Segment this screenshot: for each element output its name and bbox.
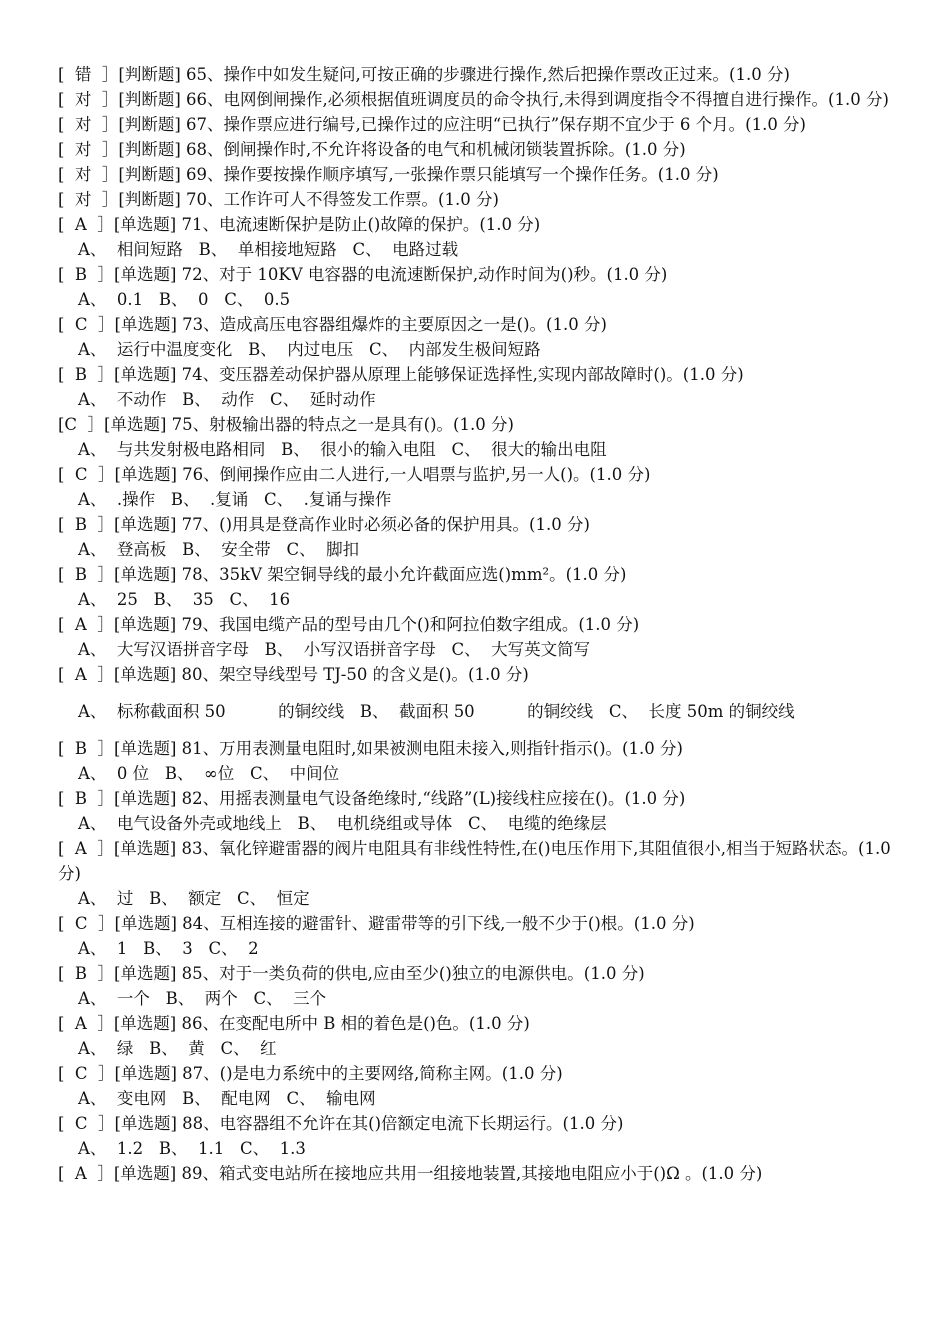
question-item [58,662,898,724]
question-item [58,961,898,1011]
question-item [58,911,898,961]
question-item [58,262,898,312]
question-text: [ C ］[单选题] 84、互相连接的避雷针、避雷带等的引下线,一般不少于()根。(1.0 分) [58,914,695,933]
answer-options: A、 标称截面积 50 的铜绞线 B、 截面积 50 的铜绞线 C、 长度 50m 的铜绞线 [78,702,795,721]
answer-options: A、 相间短路 B、 单相接地短路 C、 电路过载 [78,240,459,259]
question-item [58,462,898,512]
question-text: [ 对 ］[判断题] 69、操作要按操作顺序填写,一张操作票只能填写一个操作任务。(1.0 分) [58,165,719,184]
question-text: [ B ］[单选题] 74、变压器差动保护器从原理上能够保证选择性,实现内部故障时()。(1.0 分) [58,365,744,384]
answer-options: A、 0.1 B、 0 C、 0.5 [78,290,291,309]
answer-options: A、 与共发射极电路相同 B、 很小的输入电阻 C、 很大的输出电阻 [78,440,607,459]
question-text: [C ］[单选题] 75、射极输出器的特点之一是具有()。(1.0 分) [58,415,514,434]
exam-document [58,62,898,1186]
answer-options: A、 运行中温度变化 B、 内过电压 C、 内部发生极间短路 [78,340,541,359]
question-item [58,412,898,462]
question-text: [ A ］[单选题] 83、氧化锌避雷器的阀片电阻具有非线性特性,在()电压作用下,其阻值很小,相当于短路状态。(1.0 分) [58,839,896,883]
question-text: [ A ］[单选题] 89、箱式变电站所在接地应共用一组接地装置,其接地电阻应小于()Ω 。(1.0 分) [58,1164,763,1183]
question-text: [ C ］[单选题] 88、电容器组不允许在其()倍额定电流下长期运行。(1.0 分) [58,1114,624,1133]
answer-options: A、 一个 B、 两个 C、 三个 [78,989,327,1008]
question-item [58,137,898,162]
question-text: [ B ］[单选题] 77、()用具是登高作业时必须必备的保护用具。(1.0 分) [58,515,590,534]
answer-options: A、 登高板 B、 安全带 C、 脚扣 [78,540,360,559]
question-text: [ B ］[单选题] 82、用摇表测量电气设备绝缘时,“线路”(L)接线柱应接在()。(1.0 分) [58,789,686,808]
question-item [58,312,898,362]
answer-options: A、 1.2 B、 1.1 C、 1.3 [78,1139,306,1158]
question-item [58,362,898,412]
question-item [58,162,898,187]
answer-options: A、 1 B、 3 C、 2 [78,939,259,958]
question-text: [ 对 ］[判断题] 66、电网倒闸操作,必须根据值班调度员的命令执行,未得到调度指令不得擅自进行操作。(1.0 分) [58,90,889,109]
question-item [58,786,898,836]
question-text: [ A ］[单选题] 71、电流速断保护是防止()故障的保护。(1.0 分) [58,215,541,234]
answer-options: A、 .操作 B、 .复诵 C、 .复诵与操作 [78,490,392,509]
answer-options: A、 变电网 B、 配电网 C、 输电网 [78,1089,376,1108]
question-item [58,187,898,212]
question-text: [ 对 ］[判断题] 68、倒闸操作时,不允许将设备的电气和机械闭锁装置拆除。(1.0 分) [58,140,686,159]
answer-options: A、 大写汉语拼音字母 B、 小写汉语拼音字母 C、 大写英文简写 [78,640,591,659]
question-text: [ 对 ］[判断题] 70、工作许可人不得签发工作票。(1.0 分) [58,190,499,209]
question-item [58,736,898,786]
question-item [58,1061,898,1111]
question-text: [ B ］[单选题] 72、对于 10KV 电容器的电流速断保护,动作时间为()秒。(1.0 分) [58,265,668,284]
question-item [58,512,898,562]
question-item [58,612,898,662]
question-text: [ A ］[单选题] 80、架空导线型号 TJ-50 的含义是()。(1.0 分) [58,665,529,684]
question-item [58,212,898,262]
question-item [58,1111,898,1161]
question-text: [ C ］[单选题] 87、()是电力系统中的主要网络,简称主网。(1.0 分) [58,1064,563,1083]
question-item [58,1161,898,1186]
answer-options: A、 电气设备外壳或地线上 B、 电机绕组或导体 C、 电缆的绝缘层 [78,814,607,833]
question-text: [ C ］[单选题] 73、造成高压电容器组爆炸的主要原因之一是()。(1.0 分) [58,315,607,334]
question-text: [ C ］[单选题] 76、倒闸操作应由二人进行,一人唱票与监护,另一人()。(1.0 分) [58,465,651,484]
answer-options: A、 25 B、 35 C、 16 [78,590,291,609]
question-item [58,62,898,87]
answer-options: A、 绿 B、 黄 C、 红 [78,1039,277,1058]
question-item [58,112,898,137]
question-text: [ 对 ］[判断题] 67、操作票应进行编号,已操作过的应注明“已执行”保存期不宜少于 6 个月。(1.0 分) [58,115,806,134]
question-item [58,87,898,112]
question-item [58,562,898,612]
question-item [58,836,898,911]
question-item [58,1011,898,1061]
question-text: [ B ］[单选题] 78、35kV 架空铜导线的最小允许截面应选()mm²。(1.0 分) [58,565,627,584]
question-text: [ 错 ］[判断题] 65、操作中如发生疑问,可按正确的步骤进行操作,然后把操作票改正过来。(1.0 分) [58,65,790,84]
answer-options: A、 0 位 B、 ∞位 C、 中间位 [78,764,340,783]
question-text: [ B ］[单选题] 81、万用表测量电阻时,如果被测电阻未接入,则指针指示()。(1.0 分) [58,739,683,758]
question-text: [ B ］[单选题] 85、对于一类负荷的供电,应由至少()独立的电源供电。(1.0 分) [58,964,645,983]
question-text: [ A ］[单选题] 79、我国电缆产品的型号由几个()和阿拉伯数字组成。(1.0 分) [58,615,640,634]
question-text: [ A ］[单选题] 86、在变配电所中 B 相的着色是()色。(1.0 分) [58,1014,530,1033]
answer-options: A、 过 B、 额定 C、 恒定 [78,889,310,908]
answer-options: A、 不动作 B、 动作 C、 延时动作 [78,390,376,409]
